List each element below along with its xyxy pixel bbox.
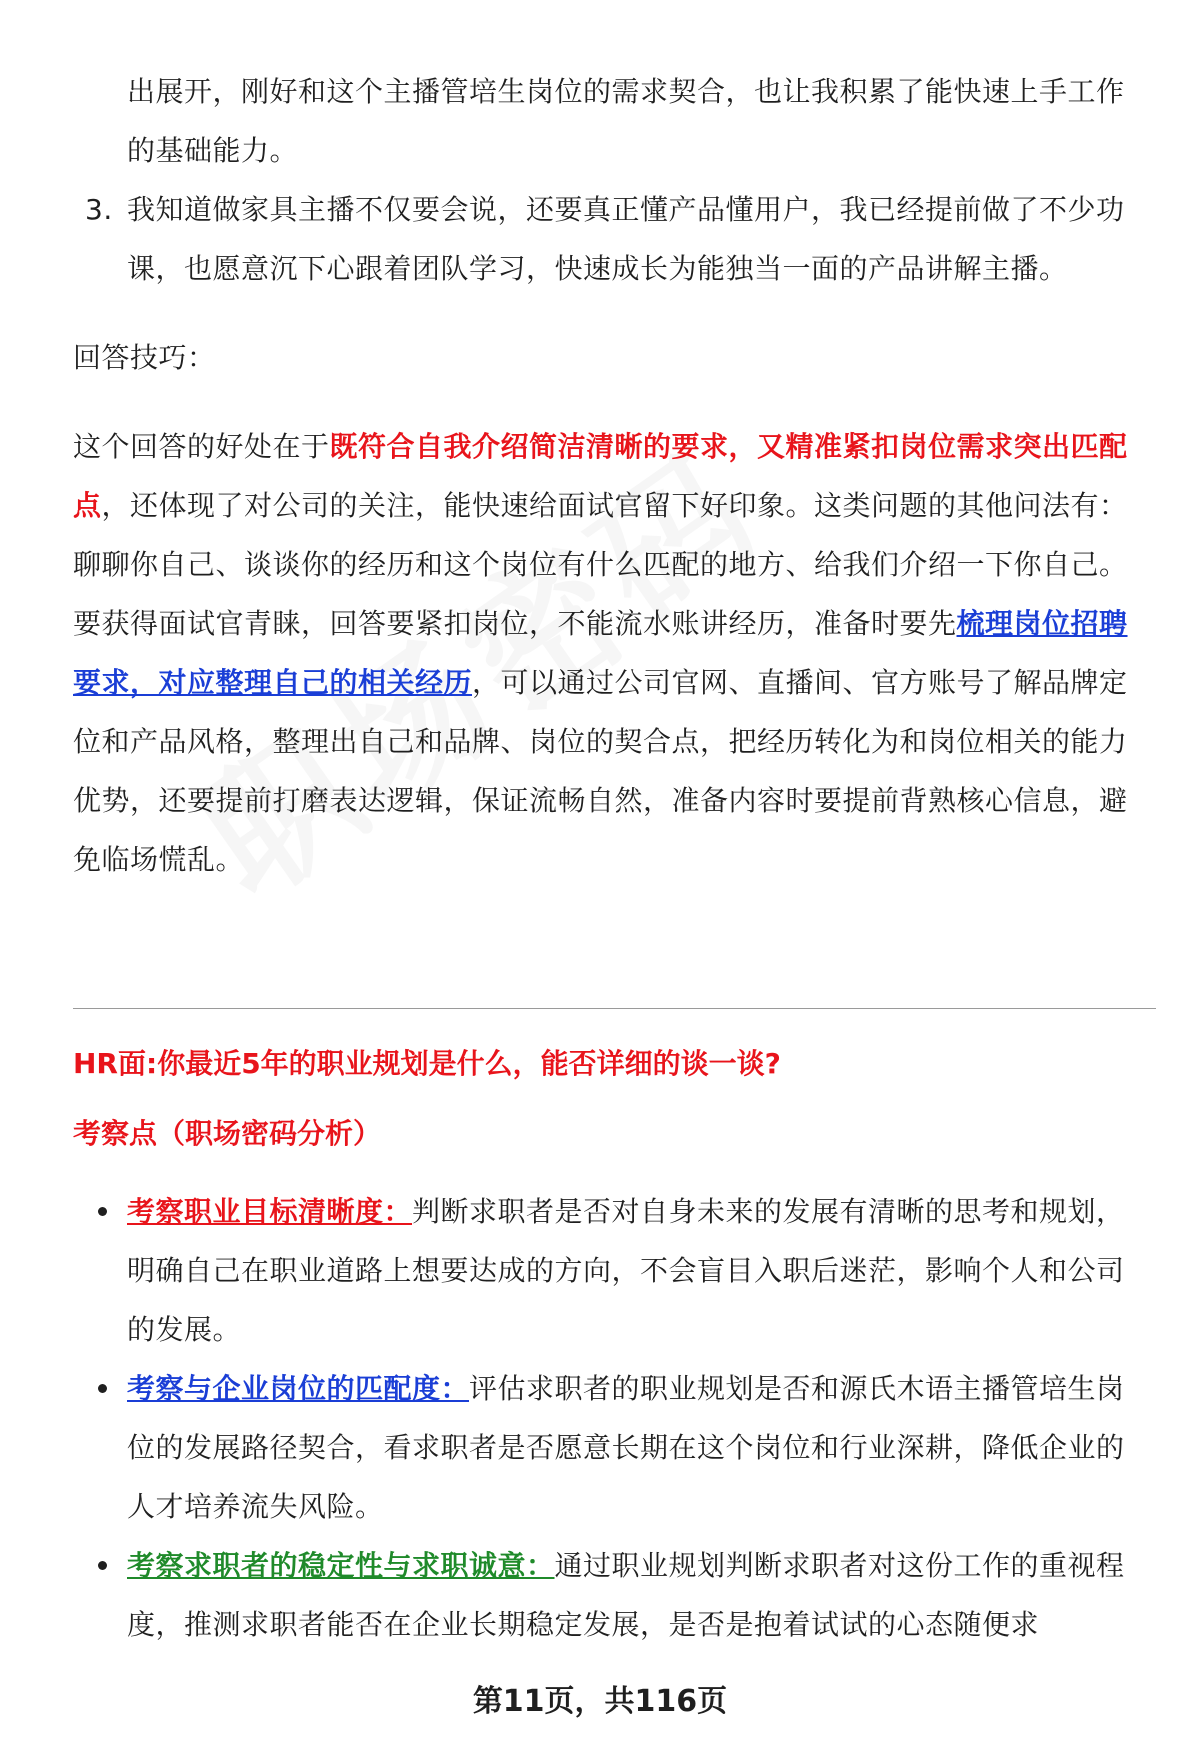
question-title: HR面:你最近5年的职业规划是什么，能否详细的谈一谈?	[73, 1047, 781, 1080]
tips-p2-pre: 要获得面试官青睐，回答要紧扣岗位，不能流水账讲经历，准备时要先	[73, 607, 957, 640]
list-item	[73, 1359, 1148, 1536]
section-divider	[73, 1008, 1156, 1009]
intro-section	[73, 62, 1148, 889]
bullet-dot	[98, 1384, 107, 1393]
numbered-item-3	[73, 180, 1148, 298]
continued-paragraph: 出展开，刚好和这个主播管培生岗位的需求契合，也让我积累了能快速上手工作的基础能力。	[127, 75, 1125, 167]
tips-label: 回答技巧：	[73, 341, 216, 374]
tips-paragraph-2	[73, 594, 1148, 889]
tips-p1-highlight: 既符合自我介绍简洁清晰的要求，又精准紧扣岗位需求突出匹配点	[73, 430, 1128, 522]
list-item	[73, 1182, 1148, 1359]
tips-p2-post: ，可以通过公司官网、直播间、官方账号了解品牌定位和产品风格，整理出自己和品牌、岗位的契合点，把经历转化为和岗位相关的能力优势，还要提前打磨表达逻辑，保证流畅自然，准备内容时要提前背熟核心信息，避免临场慌乱。	[73, 666, 1128, 876]
bullet-text: 通过职业规划判断求职者对这份工作的重视程度，推测求职者能否在企业长期稳定发展，是否是抱着试试的心态随便求	[127, 1549, 1125, 1641]
tips-p1-pre: 这个回答的好处在于	[73, 430, 330, 463]
bullet-dot	[98, 1561, 107, 1570]
question-subtitle: 考察点（职场密码分析）	[73, 1117, 382, 1150]
page-footer: 第11页，共116页	[472, 1684, 728, 1719]
item-number: 3.	[85, 193, 113, 226]
bullet-label: 考察求职者的稳定性与求职诚意：	[127, 1549, 555, 1582]
assessment-list	[73, 1182, 1148, 1654]
bullet-label: 考察与企业岗位的匹配度：	[127, 1372, 470, 1405]
item-text: 我知道做家具主播不仅要会说，还要真正懂产品懂用户，我已经提前做了不少功课，也愿意沉下心跟着团队学习，快速成长为能独当一面的产品讲解主播。	[127, 193, 1125, 285]
bullet-dot	[98, 1207, 107, 1216]
bullet-text: 判断求职者是否对自身未来的发展有清晰的思考和规划，明确自己在职业道路上想要达成的方向，不会盲目入职后迷茫，影响个人和公司的发展。	[127, 1195, 1125, 1346]
tips-paragraph-1	[73, 417, 1148, 594]
bullet-label: 考察职业目标清晰度：	[127, 1195, 413, 1228]
tips-p1-post: ，还体现了对公司的关注，能快速给面试官留下好印象。这类问题的其他问法有：聊聊你自己、谈谈你的经历和这个岗位有什么匹配的地方、给我们介绍一下你自己。	[73, 489, 1128, 581]
bullet-text: 评估求职者的职业规划是否和源氏木语主播管培生岗位的发展路径契合，看求职者是否愿意长期在这个岗位和行业深耕，降低企业的人才培养流失风险。	[127, 1372, 1125, 1523]
tips-p2-highlight: 梳理岗位招聘要求，对应整理自己的相关经历	[73, 607, 1128, 699]
list-item	[73, 1536, 1148, 1654]
